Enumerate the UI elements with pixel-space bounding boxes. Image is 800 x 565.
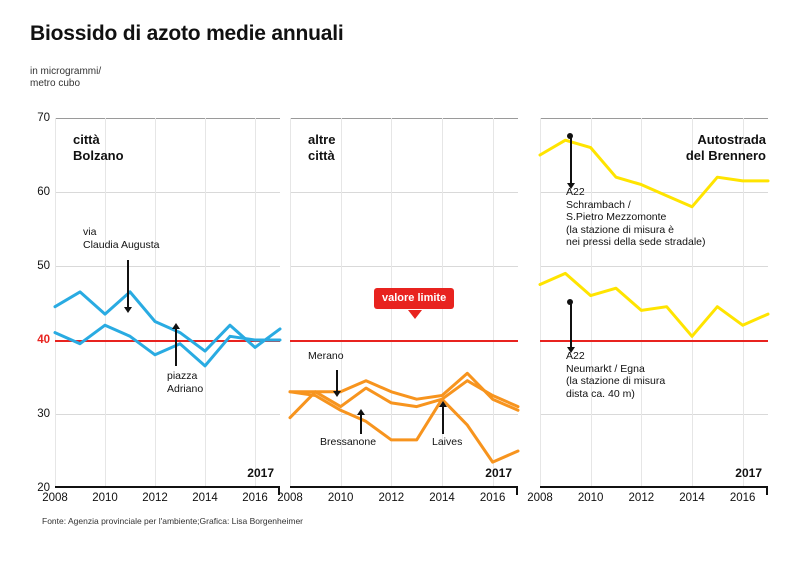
y-tick-label-40: 40 <box>37 334 50 346</box>
y-tick-label-60: 60 <box>37 186 50 198</box>
year-tag: 2017 <box>247 466 274 480</box>
annotation-merano <box>308 350 344 363</box>
annotation-arrow-via-claudia-augusta <box>124 307 132 313</box>
page-title: Biossido di azoto medie annuali <box>30 22 344 45</box>
annotation-line-2: Neumarkt / Egna <box>566 362 645 375</box>
annotation-line-1: A22 <box>566 350 585 362</box>
y-tick-label-70: 70 <box>37 112 50 124</box>
x-tick-label-2012: 2012 <box>142 492 168 504</box>
series-group <box>55 118 280 488</box>
annotation-line-1: A22 <box>566 186 585 198</box>
y-tick-label-50: 50 <box>37 260 50 272</box>
panel-label <box>73 132 124 164</box>
annotation-leader-via-claudia-augusta <box>127 260 129 308</box>
annotation-anchor-dot-2 <box>567 299 573 305</box>
annotation-laives <box>432 436 462 449</box>
limit-badge-arrow <box>408 310 422 319</box>
annotation-line-4: dista ca. 40 m) <box>566 387 635 400</box>
annotation-leader-piazza-adriano <box>175 328 177 366</box>
unit-line-2: metro cubo <box>30 78 81 89</box>
annotation-bressanone <box>320 436 376 449</box>
annotation-arrow-piazza-adriano <box>172 323 180 329</box>
panel-label-line-2: Bolzano <box>73 148 124 163</box>
x-tick-label-2010: 2010 <box>327 492 354 504</box>
series-group <box>540 118 768 488</box>
limit-badge: valore limite <box>374 288 454 309</box>
x-tick-label-2012: 2012 <box>628 492 655 504</box>
x-tick-label-2008: 2008 <box>277 492 303 504</box>
x-tick-label-2010: 2010 <box>577 492 604 504</box>
annotation-arrow-laives <box>439 401 447 407</box>
panel-label <box>308 132 335 164</box>
line-bressanone <box>290 381 518 407</box>
annotation-arrow-bressanone <box>357 409 365 415</box>
x-tick-label-2014: 2014 <box>192 492 218 504</box>
year-tick-mark <box>766 488 768 495</box>
annotation-line-5: nei pressi della sede stradale) <box>566 236 706 248</box>
annotation-anchor-dot-1 <box>567 133 573 139</box>
year-tag: 2017 <box>735 466 762 480</box>
panel-label <box>686 132 766 164</box>
line-piazza-adriano <box>55 325 280 366</box>
y-tick-label-20: 20 <box>37 482 50 494</box>
annotation-arrow-merano <box>333 391 341 397</box>
annotation-line-2: Schrambach / <box>566 198 631 211</box>
annotation-leader-laives <box>442 406 444 434</box>
x-tick-label-2012: 2012 <box>378 492 405 504</box>
annotation-arrow-a22-neumarkt-egna <box>567 347 575 353</box>
annotation-line-2: Claudia Augusta <box>83 238 160 251</box>
annotation-a22-schrambach <box>566 186 766 249</box>
x-tick-label-2016: 2016 <box>479 492 506 504</box>
annotation-a22-neumarkt-egna <box>566 350 766 400</box>
annotation-leader-a22-schrambach <box>570 138 572 184</box>
annotation-line-1: piazza <box>167 370 198 382</box>
annotation-line-4: (la stazione di misura è <box>566 223 674 236</box>
x-tick-label-2014: 2014 <box>429 492 455 504</box>
y-tick-label-30: 30 <box>37 408 50 420</box>
annotation-piazza-adriano <box>167 370 203 395</box>
source-note: Fonte: Agenzia provinciale per l'ambiente;Grafica: Lisa Borgenheimer <box>42 516 304 526</box>
annotation-line-1: Bressanone <box>320 436 377 448</box>
annotation-line-1: via <box>83 226 97 238</box>
annotation-line-1: Laives <box>432 436 463 448</box>
panel-label-line-1: altre <box>308 132 336 147</box>
y-axis-labels <box>20 112 50 494</box>
x-tick-label-2008: 2008 <box>527 492 553 504</box>
line-laives <box>290 392 518 462</box>
year-tick-mark <box>516 488 518 495</box>
annotation-line-3: (la stazione di misura <box>566 375 666 387</box>
panel-label-line-2: del Brennero <box>685 148 766 163</box>
panel-altre-citta <box>277 118 518 504</box>
panel-label-line-2: città <box>308 148 335 163</box>
annotation-leader-bressanone <box>360 414 362 434</box>
line-a22-neumarkt-egna <box>540 273 768 336</box>
x-tick-label-2010: 2010 <box>92 492 118 504</box>
line-via-claudia-augusta <box>55 292 280 351</box>
annotation-arrow-a22-schrambach <box>567 183 575 189</box>
annotation-line-1: Merano <box>308 350 344 362</box>
unit-line-1: in microgrammi/ <box>30 66 102 77</box>
unit-label <box>30 66 101 90</box>
x-tick-label-2016: 2016 <box>729 492 756 504</box>
panel-label-line-1: città <box>73 132 100 147</box>
annotation-leader-a22-neumarkt-egna <box>570 304 572 348</box>
panel-label-line-1: Autostrada <box>697 132 766 147</box>
panel-autostrada-del-brennero <box>527 118 768 504</box>
annotation-line-2: Adriano <box>167 382 204 395</box>
x-tick-label-2014: 2014 <box>679 492 705 504</box>
annotation-via-claudia-augusta <box>83 226 159 251</box>
x-tick-label-2016: 2016 <box>242 492 268 504</box>
x-tick-label-2008: 2008 <box>42 492 68 504</box>
annotation-leader-merano <box>336 370 338 392</box>
annotation-line-3: S.Pietro Mezzomonte <box>566 211 667 223</box>
year-tag: 2017 <box>485 466 512 480</box>
